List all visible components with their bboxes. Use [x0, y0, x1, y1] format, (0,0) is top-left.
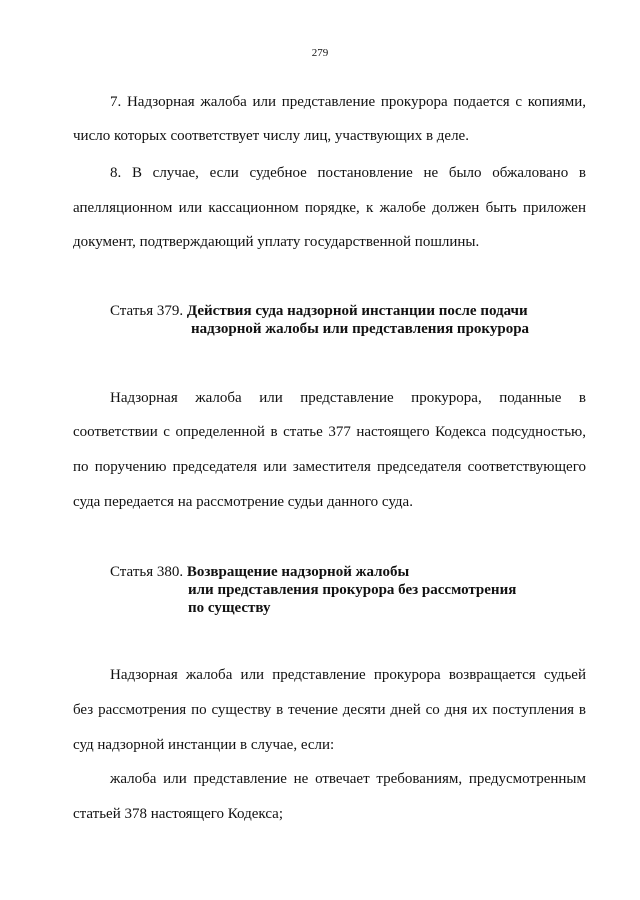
paragraph-7-line-2: число которых соответствует числу лиц, участвующих в деле. — [73, 128, 469, 144]
article-379-title-line-2: надзорной жалобы или представления прокурора — [191, 321, 530, 337]
article-380-title-line-1: Возвращение надзорной жалобы — [186, 564, 410, 580]
article-380-body-line-4: жалоба или представление не отвечает требованиям, предусмотренным — [110, 771, 586, 787]
page-number: 279 — [311, 47, 329, 59]
article-380-body-line-1: Надзорная жалоба или представление прокурора возвращается судьей — [110, 667, 586, 683]
paragraph-8-line-3: документ, подтверждающий уплату государственной пошлины. — [73, 234, 480, 250]
paragraph-8-line-1: 8. В случае, если судебное постановление не было обжаловано в — [110, 165, 586, 181]
article-379-number: Статья 379. — [110, 303, 184, 319]
article-380-title-line-2: или представления прокурора без рассмотрения — [188, 582, 517, 598]
article-379-title-line-1: Действия суда надзорной инстанции после подачи — [186, 303, 528, 319]
article-379-body-line-1: Надзорная жалоба или представление прокурора, поданные в — [110, 390, 586, 406]
article-379-heading — [110, 302, 528, 320]
article-380-body-line-3: суд надзорной инстанции в случае, если: — [73, 737, 335, 753]
paragraph-8-line-2: апелляционном или кассационном порядке, к жалобе должен быть приложен — [73, 200, 586, 216]
article-380-body-line-5: статьей 378 настоящего Кодекса; — [73, 806, 283, 822]
article-380-body-line-2: без рассмотрения по существу в течение десяти дней со дня их поступления в — [73, 702, 586, 718]
paragraph-7-line-1: 7. Надзорная жалоба или представление прокурора подается с копиями, — [110, 94, 586, 110]
article-379-body-line-3: по поручению председателя или заместителя председателя соответствующего — [73, 459, 586, 475]
article-379-body-line-4: суда передается на рассмотрение судьи данного суда. — [73, 494, 413, 510]
article-379-body-line-2: соответствии с определенной в статье 377 настоящего Кодекса подсудностью, — [73, 424, 586, 440]
article-380-number: Статья 380. — [110, 564, 184, 580]
article-380-title-line-3: по существу — [188, 600, 271, 616]
article-380-heading — [110, 563, 409, 581]
